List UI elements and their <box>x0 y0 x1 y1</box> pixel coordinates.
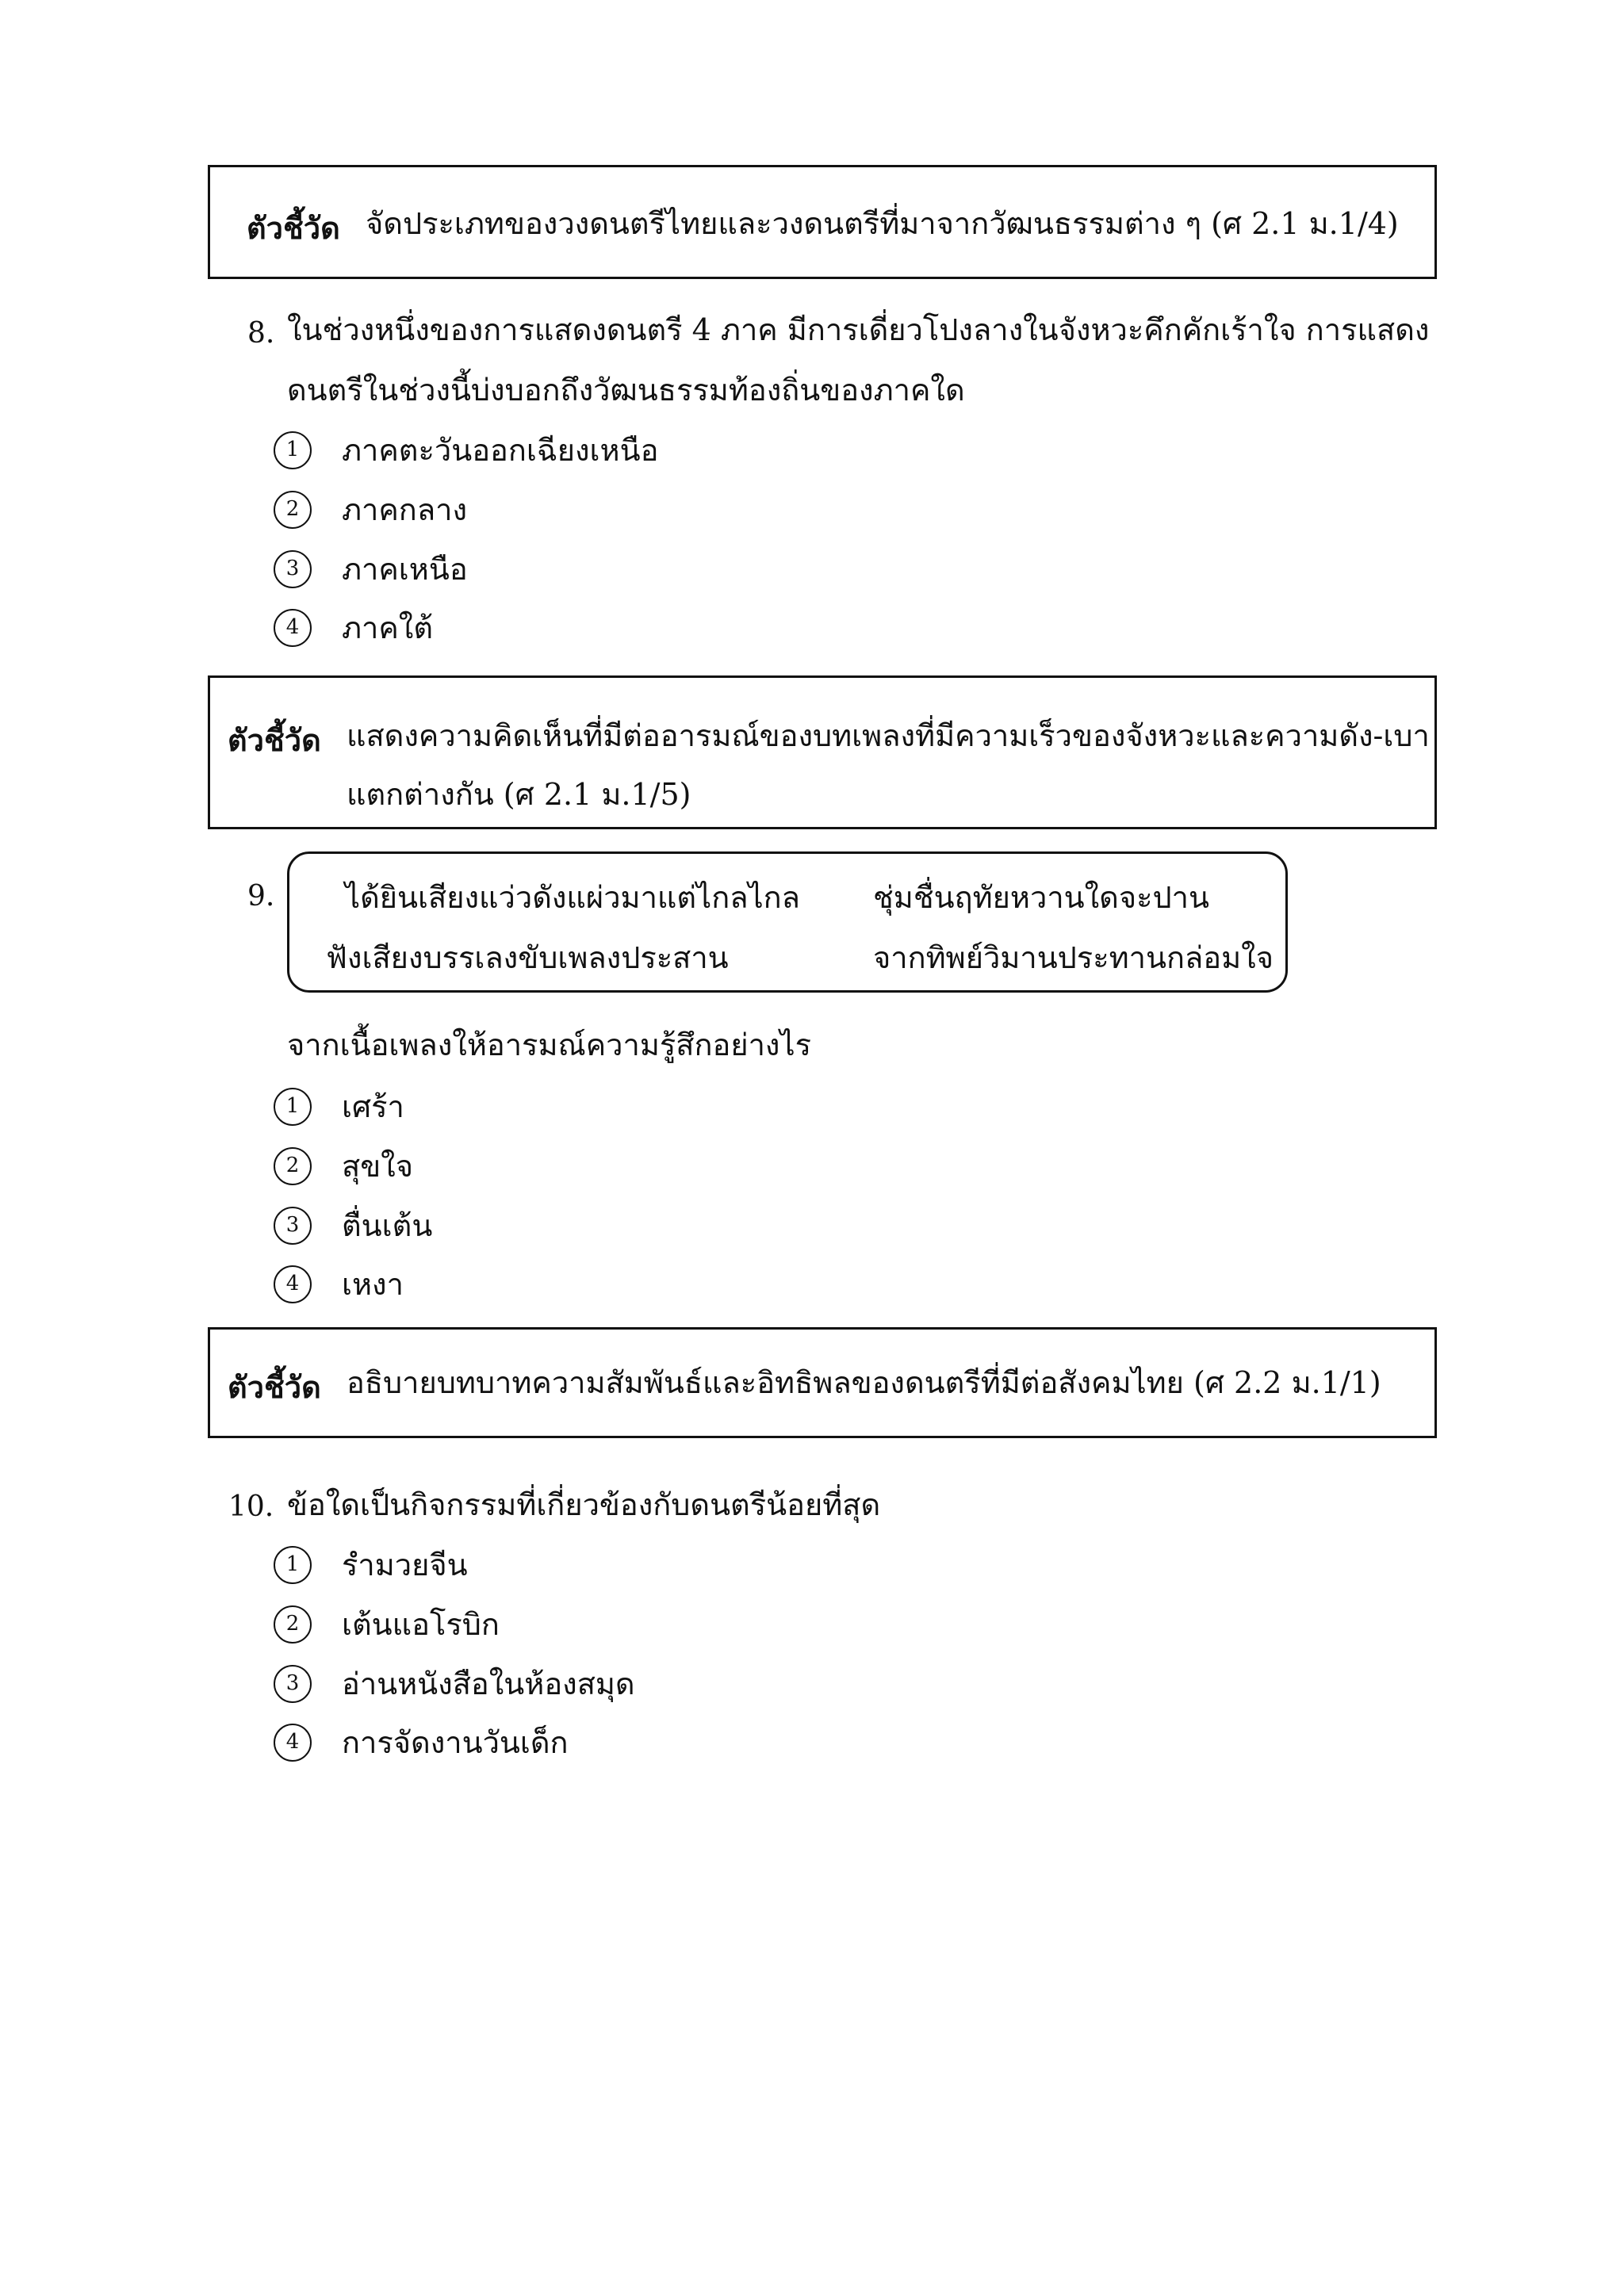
option-number-circle: 3 <box>274 1665 312 1703</box>
indicator-label: ตัวชี้วัด <box>247 210 340 246</box>
poem-line: ได้ยินเสียงแว่วดังแผ่วมาแต่ไกลไกล <box>345 880 800 915</box>
option-number-circle: 3 <box>274 1207 312 1245</box>
indicator-text <box>347 706 1430 824</box>
indicator-box-1 <box>208 165 1437 279</box>
indicator-text: อธิบายบทบาทความสัมพันธ์และอิทธิพลของดนตรีที่มีต่อสังคมไทย (ศ 2.2 ม.1/1) <box>347 1365 1381 1400</box>
option-number-circle: 4 <box>274 609 312 647</box>
option-text: ตื่นเต้น <box>342 1208 433 1243</box>
indicator-text: จัดประเภทของวงดนตรีไทยและวงดนตรีที่มาจากวัฒนธรรมต่าง ๆ (ศ 2.1 ม.1/4) <box>366 206 1399 241</box>
option-text: เหงา <box>342 1267 404 1302</box>
option-number-circle: 3 <box>274 550 312 588</box>
question-text-line: ในช่วงหนึ่งของการแสดงดนตรี 4 ภาค มีการเดี่ยวโปงลางในจังหวะคึกคักเร้าใจ การแสดง <box>287 312 1430 347</box>
option-number-circle: 2 <box>274 1605 312 1644</box>
option-number-circle: 1 <box>274 1088 312 1126</box>
indicator-box-3 <box>208 1327 1437 1438</box>
option-text: การจัดงานวันเด็ก <box>342 1725 569 1760</box>
option-text: ภาคตะวันออกเฉียงเหนือ <box>342 433 659 468</box>
poem-box <box>287 851 1288 993</box>
question-text-line: ดนตรีในช่วงนี้บ่งบอกถึงวัฒนธรรมท้องถิ่นของภาคใด <box>287 373 965 408</box>
poem-line: จากทิพย์วิมานประทานกล่อมใจ <box>873 940 1274 975</box>
option-number-circle: 1 <box>274 431 312 469</box>
option-text: ภาคกลาง <box>342 492 467 527</box>
poem-line: ฟังเสียงบรรเลงขับเพลงประสาน <box>326 940 729 975</box>
option-text: เต้นแอโรบิก <box>342 1607 500 1642</box>
option-text: รำมวยจีน <box>342 1548 468 1582</box>
indicator-label: ตัวชี้วัด <box>228 722 321 758</box>
question-number: 8. <box>247 317 275 350</box>
indicator-text-line: แตกต่างกัน (ศ 2.1 ม.1/5) <box>347 777 691 812</box>
question-text: ข้อใดเป็นกิจกรรมที่เกี่ยวข้องกับดนตรีน้อยที่สุด <box>287 1487 881 1522</box>
option-text: ภาคใต้ <box>342 610 434 645</box>
option-text: เศร้า <box>342 1089 404 1124</box>
indicator-box-2 <box>208 675 1437 829</box>
question-text: จากเนื้อเพลงให้อารมณ์ความรู้สึกอย่างไร <box>287 1027 812 1062</box>
option-number-circle: 2 <box>274 1147 312 1185</box>
question-number: 10. <box>228 1490 274 1523</box>
indicator-text-line: แสดงความคิดเห็นที่มีต่ออารมณ์ของบทเพลงที่มีความเร็วของจังหวะและความดัง-เบา <box>347 718 1430 753</box>
option-number-circle: 4 <box>274 1724 312 1762</box>
indicator-label: ตัวชี้วัด <box>228 1369 321 1405</box>
option-text: สุขใจ <box>342 1149 413 1184</box>
option-number-circle: 2 <box>274 491 312 529</box>
option-number-circle: 4 <box>274 1265 312 1303</box>
option-text: อ่านหนังสือในห้องสมุด <box>342 1667 635 1701</box>
option-text: ภาคเหนือ <box>342 552 468 587</box>
question-number: 9. <box>247 880 275 913</box>
question-text <box>287 300 1429 420</box>
option-number-circle: 1 <box>274 1546 312 1584</box>
poem-line: ชุ่มชื่นฤทัยหวานใดจะปาน <box>873 880 1209 915</box>
